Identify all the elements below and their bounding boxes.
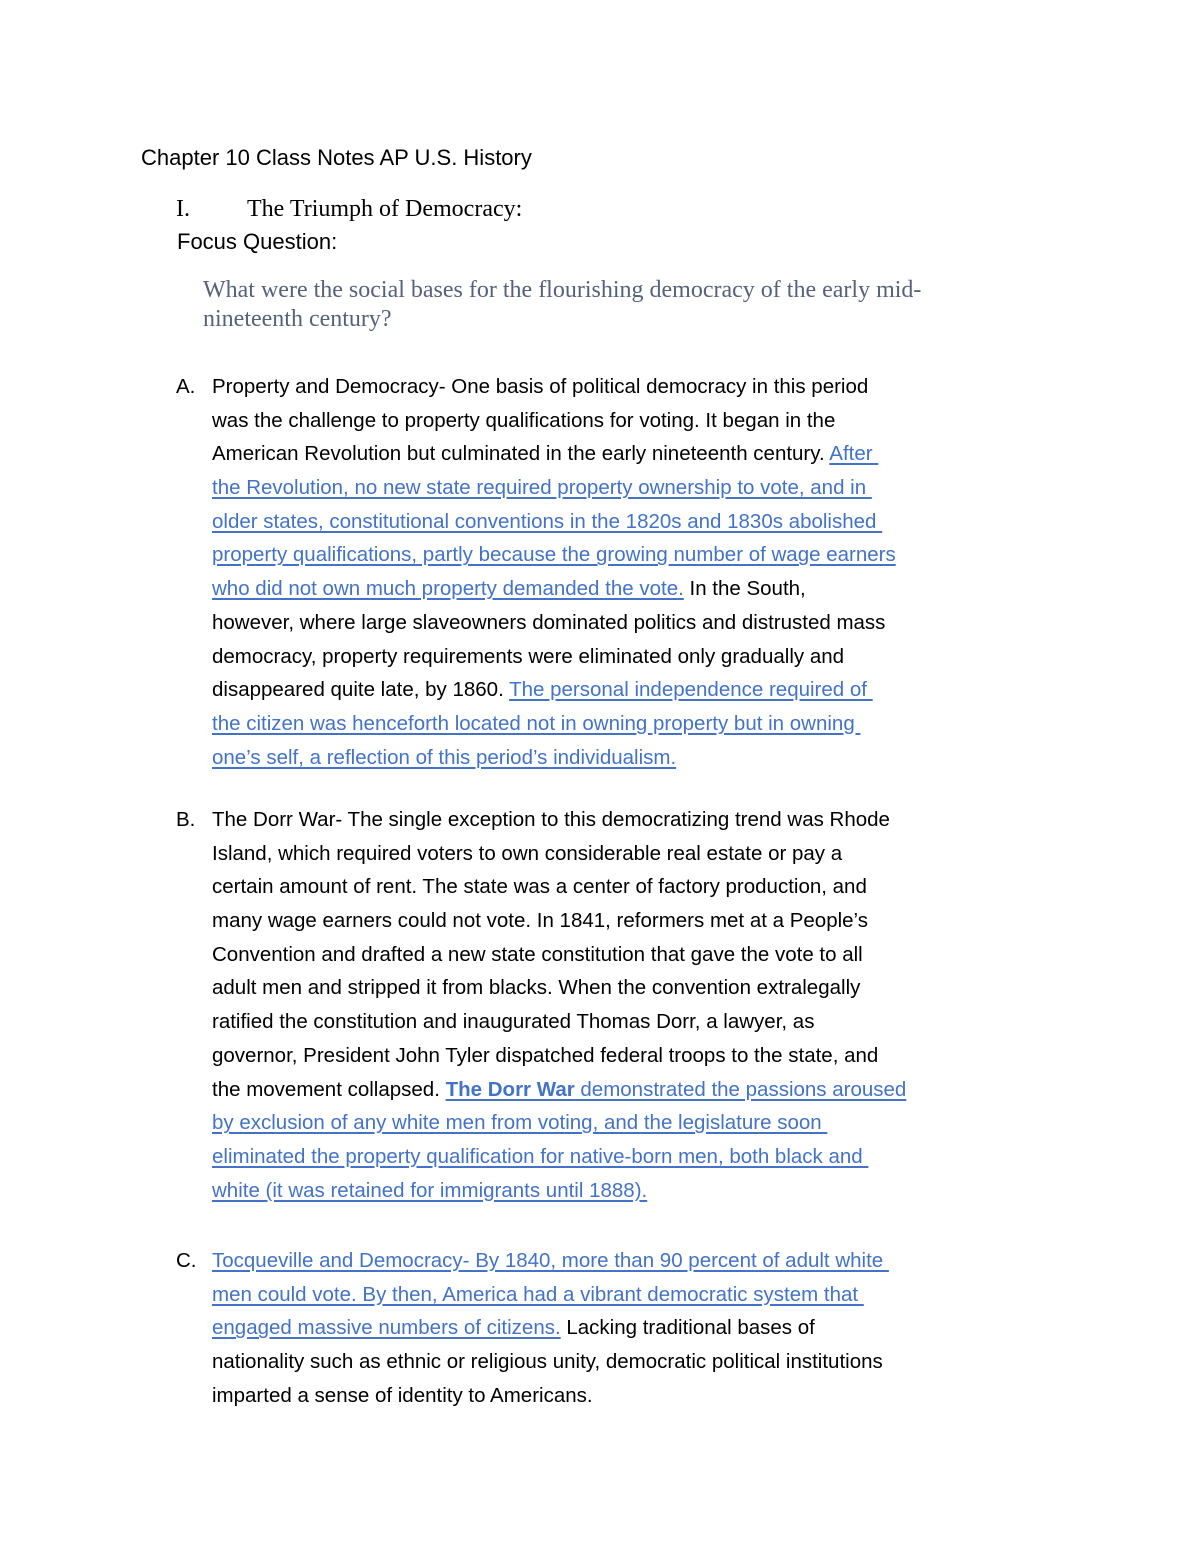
text-segment: imparted a sense of identity to Americans.	[212, 1383, 593, 1407]
document-title: Chapter 10 Class Notes AP U.S. History	[141, 145, 532, 170]
text-segment: Property and Democracy- One basis of political democracy in this period	[212, 375, 869, 398]
text-line	[212, 1073, 906, 1107]
text-segment: was the challenge to property qualifications for voting. It began in the	[212, 408, 836, 432]
highlighted-text-segment: white (it was retained for immigrants until 1888).	[212, 1178, 648, 1202]
note-body	[212, 803, 906, 1207]
highlighted-text-segment: Tocqueville and Democracy- By 1840, more than 90 percent of adult white	[212, 1249, 889, 1272]
text-segment: Island, which required voters to own considerable real estate or pay a	[212, 841, 843, 865]
text-line	[212, 538, 896, 572]
list-label: B.	[176, 808, 196, 831]
text-segment: governor, President John Tyler dispatched federal troops to the state, and	[212, 1043, 879, 1067]
focus-question-line: What were the social bases for the flourishing democracy of the early mid-	[203, 277, 922, 303]
highlighted-text-segment: older states, constitutional conventions in the 1820s and 1830s abolished	[212, 509, 883, 533]
text-segment: ratified the constitution and inaugurated Thomas Dorr, a lawyer, as	[212, 1010, 815, 1034]
text-segment: many wage earners could not vote. In 1841, reformers met at a People’s	[212, 909, 868, 933]
text-line	[212, 707, 896, 741]
text-segment: disappeared quite late, by 1860.	[212, 678, 510, 702]
section-title: The Triumph of Democracy:	[247, 196, 523, 222]
text-line	[212, 1140, 906, 1174]
text-segment: adult men and stripped it from blacks. When the convention extralegally	[212, 976, 861, 1000]
text-line	[212, 904, 906, 938]
highlighted-text-segment: demonstrated the passions aroused	[574, 1077, 907, 1101]
text-segment: certain amount of rent. The state was a center of factory production, and	[212, 875, 867, 899]
highlighted-text-segment: who did not own much property demanded the vote.	[212, 577, 684, 601]
text-segment: however, where large slaveowners dominated politics and distrusted mass	[212, 610, 886, 634]
text-line	[212, 370, 896, 404]
text-segment: the movement collapsed.	[212, 1077, 446, 1101]
text-line	[212, 1005, 906, 1039]
highlighted-text-segment: The Dorr War	[445, 1077, 575, 1101]
text-line	[212, 803, 906, 837]
text-line	[212, 471, 896, 505]
highlighted-text-segment: engaged massive numbers of citizens.	[212, 1316, 561, 1340]
note-body	[212, 1244, 889, 1412]
note-body	[212, 370, 896, 774]
highlighted-text-segment: by exclusion of any white men from voting, and the legislature soon	[212, 1111, 828, 1135]
text-line	[212, 1278, 889, 1312]
text-line	[212, 1039, 906, 1073]
highlighted-text-segment: one’s self, a reflection of this period’s individualism.	[212, 745, 677, 769]
text-line	[212, 741, 896, 775]
text-line	[212, 971, 906, 1005]
highlighted-text-segment: After	[829, 442, 879, 466]
list-label: C.	[176, 1249, 197, 1272]
text-line	[212, 1379, 889, 1413]
text-line	[212, 1174, 906, 1208]
text-line	[212, 1345, 889, 1379]
focus-question-label: Focus Question:	[177, 229, 338, 254]
highlighted-text-segment: The personal independence required of	[509, 678, 873, 702]
highlighted-text-segment: men could vote. By then, America had a vibrant democratic system that	[212, 1282, 864, 1306]
text-line	[212, 505, 896, 539]
text-line	[212, 837, 906, 871]
text-segment: The Dorr War- The single exception to this democratizing trend was Rhode	[212, 808, 890, 831]
text-segment: nationality such as ethnic or religious unity, democratic political institutions	[212, 1350, 883, 1374]
text-line	[212, 606, 896, 640]
text-line	[212, 1311, 889, 1345]
highlighted-text-segment: eliminated the property qualification for native-born men, both black and	[212, 1144, 869, 1168]
focus-question	[203, 276, 921, 334]
text-segment: American Revolution but culminated in the early nineteenth century.	[212, 442, 830, 466]
highlighted-text-segment: the citizen was henceforth located not in owning property but in owning	[212, 711, 861, 735]
text-line	[212, 640, 896, 674]
text-line	[212, 437, 896, 471]
section-number: I.	[176, 196, 190, 222]
highlighted-text-segment: property qualifications, partly because the growing number of wage earners	[212, 543, 896, 567]
text-line	[212, 1244, 889, 1278]
text-segment: In the South,	[683, 577, 806, 601]
list-label: A.	[176, 375, 196, 398]
text-segment: Lacking traditional bases of	[560, 1316, 815, 1340]
text-line	[212, 673, 896, 707]
text-line	[212, 404, 896, 438]
text-segment: Convention and drafted a new state constitution that gave the vote to all	[212, 942, 863, 966]
text-segment: democracy, property requirements were eliminated only gradually and	[212, 644, 845, 668]
text-line	[212, 870, 906, 904]
focus-question-line: nineteenth century?	[203, 306, 392, 332]
text-line	[212, 572, 896, 606]
highlighted-text-segment: the Revolution, no new state required property ownership to vote, and in	[212, 476, 872, 500]
text-line	[212, 1106, 906, 1140]
text-line	[212, 938, 906, 972]
